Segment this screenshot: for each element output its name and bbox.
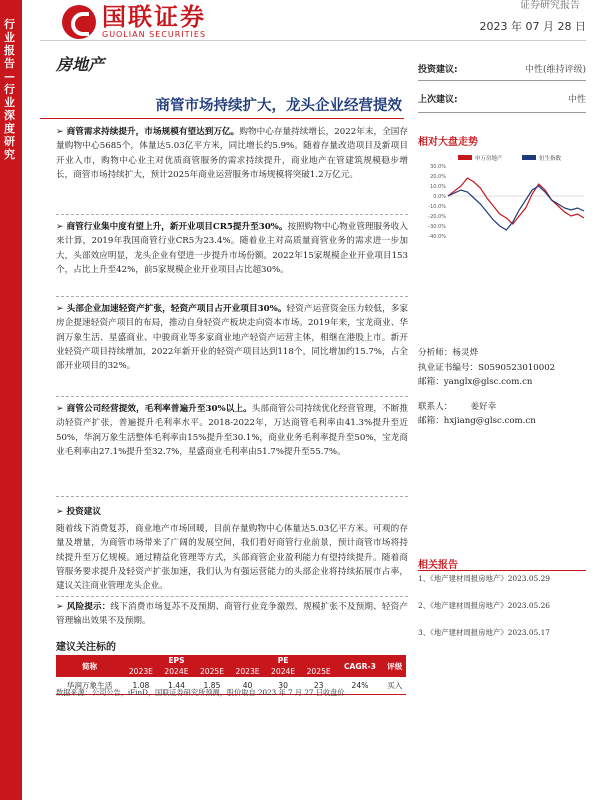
logo-cn: 国联证券 [102, 3, 206, 31]
rating-cell: 买入 [384, 677, 406, 695]
bullet-divider [56, 496, 408, 497]
year-cell: 2023E [230, 666, 266, 677]
bullet-2-bold: 商管行业集中度有望上升，新开业项目CR5提升至30%。 [66, 222, 288, 232]
y-tick-label: -20.0% [428, 214, 446, 220]
y-tick-label: -10.0% [428, 204, 446, 210]
bullet-3 [56, 302, 408, 373]
rating-prev-row [418, 92, 586, 105]
invest-label: 投资建议: [418, 65, 458, 75]
chart-svg [418, 152, 586, 240]
eps-cell: 1.08 [123, 677, 159, 695]
bullet-divider [56, 596, 408, 597]
related-item[interactable]: 1、《地产建材周报房地产》2023.05.29 [418, 574, 551, 583]
analyst-label: 分析师： [418, 348, 453, 358]
cert-no: S0590523010002 [478, 362, 556, 373]
relative-performance-chart [418, 152, 586, 240]
y-tick-label: 10.0% [430, 184, 446, 190]
pe-cell: 23 [301, 677, 337, 695]
col-cagr-header: CAGR-3 [336, 655, 383, 677]
y-tick-label: 0.0% [433, 194, 446, 200]
y-tick-label: -40.0% [428, 234, 446, 240]
year-cell: 2025E [194, 666, 230, 677]
related-heading: 相关报告 [418, 560, 458, 571]
y-tick-label: -30.0% [428, 224, 446, 230]
col-rating-header: 评级 [384, 655, 406, 677]
logo-mark-icon [62, 5, 96, 39]
rating-invest-row [418, 62, 586, 75]
eps-cell: 1.85 [194, 677, 230, 695]
related-list [418, 565, 586, 646]
arrow-icon: ➢ [56, 304, 64, 314]
col-name-header: 简称 [56, 655, 123, 677]
side-label: 行业报告—行业深度研究 [4, 18, 15, 161]
arrow-icon: ➢ [56, 404, 64, 414]
legend-label: 恒生指数 [539, 156, 562, 162]
bullet-divider [56, 396, 408, 397]
pe-cell: 40 [230, 677, 266, 695]
advice-heading: 投资建议 [66, 507, 101, 517]
email-label: 邮箱： [418, 377, 444, 387]
contact-email-label: 邮箱： [418, 416, 444, 426]
bullet-1-text: 购物中心存量持续增长，2022年末，全国存量购物中心5685个，体量达5.03亿平方米，同比增长约5.9%。随着存量改造项目及新项目开业入市，购物中心业主对优质商管服务的需求持续提升，商业地产在管建筑规模稳步增长，商管市场持续扩大，预计2025年商业运营服务市场规模将突破1.2万亿元。 [56, 127, 408, 180]
company-logo [62, 4, 206, 39]
risk-block [56, 600, 408, 629]
risk-text: 线下消费市场复苏不及预期、商管行业竞争激烈、规模扩张不及预期、轻资产管理输出效果不及预期。 [56, 602, 408, 627]
related-item[interactable]: 2、《地产建材周报房地产》2023.05.26 [418, 601, 551, 610]
bullet-2 [56, 220, 408, 277]
cagr-cell: 24% [336, 677, 383, 695]
contact-name: 姜好幸 [470, 401, 497, 412]
report-title: 商管市场持续扩大，龙头企业经营提效 [155, 98, 402, 114]
stock-name: 华润万象生活 [56, 677, 123, 695]
series-line-2 [448, 186, 584, 230]
analyst-email[interactable]: yanglx@glsc.com.cn [443, 377, 533, 387]
bullet-3-bold: 头部企业加速轻资产扩张，轻资产项目占开业项目30%。 [66, 304, 287, 314]
logo-en: GUOLIAN SECURITIES [102, 30, 207, 39]
prev-value: 中性 [567, 95, 586, 105]
bullet-divider [56, 296, 408, 297]
risk-bold: 风险提示： [66, 602, 111, 612]
prev-label: 上次建议: [418, 95, 458, 105]
analyst-block [418, 346, 588, 429]
legend-label: 申万房地产 [475, 156, 503, 162]
arrow-icon: ➢ [56, 602, 64, 612]
invest-value: 中性(维持评级) [524, 65, 586, 75]
arrow-icon: ➢ [56, 507, 64, 517]
eps-cell: 1.44 [159, 677, 195, 695]
title-underline [40, 118, 404, 119]
y-tick-label: 30.0% [430, 164, 446, 170]
arrow-icon: ➢ [56, 222, 64, 232]
sector-name: 房地产 [56, 55, 105, 74]
year-cell: 2025E [301, 666, 337, 677]
report-type: 证券研究报告 [520, 0, 580, 11]
rec-table-header [56, 655, 406, 666]
advice-text: 随着线下消费复苏，商业地产市场回暖，目前存量购物中心体量达5.03亿平方米。可观的存量及增量，为商管市场带来了广阔的发展空间，我们看好商管行业前景，预计商管市场将持续提升至万亿规模。通过精益化管理等方式，头部商管企业盈利能力有望持续提升。随着商管服务要求提升及轻资产扩张加速，我们认为有强运营能力的头部企业将持续拓展市占率，建议关注商业管理龙头企业。 [56, 524, 408, 592]
rating-divider-1 [418, 80, 586, 81]
bullet-4 [56, 402, 408, 459]
y-tick-label: 20.0% [430, 174, 446, 180]
side-red-bar [0, 0, 22, 800]
year-cell: 2024E [159, 666, 195, 677]
bullet-4-bold: 商管公司经营提效，毛利率普遍升至30%以上。 [66, 404, 252, 414]
bullet-4-text: 头部商管公司持续优化经营管理，不断推动轻资产扩张，普遍提升毛利率水平。2018-2022年，万达商管毛利率由41.3%提升至近50%，华润万象生活整体毛利率由15%提升至30.1%，商业业务毛利率提升至50%，宝龙商业毛利率由27.1%提升至32.7%，星盛商业毛利率由51.7%提升至55.7%。 [56, 404, 408, 457]
legend-swatch [522, 155, 536, 160]
bullet-divider [56, 214, 408, 215]
cert-label: 执业证书编号： [418, 362, 479, 373]
report-date: 2023 年 07 月 28 日 [479, 20, 586, 33]
rec-table-title: 建议关注标的 [56, 642, 116, 653]
chart-heading: 相对大盘走势 [418, 137, 478, 148]
data-source: 数据来源：公司公告，iFinD，国联证券研究所预测，股价取自 2023 年 7 月 27 日收盘价 [56, 688, 345, 697]
rating-divider-2 [418, 112, 586, 113]
contact-label: 联系人： [418, 401, 453, 412]
contact-email[interactable]: hxjiang@glsc.com.cn [443, 416, 536, 426]
advice-heading-row [56, 505, 408, 519]
related-item[interactable]: 3、《地产建材周报房地产》2023.05.17 [418, 628, 551, 637]
year-cell: 2024E [265, 666, 301, 677]
pe-cell: 30 [265, 677, 301, 695]
year-cell: 2023E [123, 666, 159, 677]
col-pe-header: PE [230, 655, 337, 666]
bullet-3-text: 轻资产运营资金压力较低，多家房企提速轻资产项目的布局，推动自身轻资产板块走向资本市场。2019年来，宝龙商业、华润万象生活、星盛商业、中骏商业等多家商业地产轻资产运营主体，相继在港股上市。新开业轻资产项目持续增加，2022年新开业的轻资产项目达到118个，同比增加约15.7%，占全部开业项目的32%。 [56, 304, 408, 372]
legend-swatch [458, 155, 472, 160]
header-divider [40, 40, 586, 41]
bullet-1-bold: 商管需求持续提升，市场规模有望达到万亿。 [66, 127, 240, 137]
col-eps-header: EPS [123, 655, 230, 666]
arrow-icon: ➢ [56, 127, 64, 137]
bullet-2-text: 按照购物中心物业管理服务收入来计算，2019年我国商管行业CR5为23.4%。随着业主对高质量商管业务的需求进一步加大，头部效应明显，龙头企业有望进一步提升市场份额。2022年15家规模企业开业项目153个，占比上升至42%，前5家规模企业开业项目占比超30%。 [56, 222, 408, 275]
analyst-name: 杨灵烨 [452, 348, 479, 358]
bullet-1 [56, 125, 408, 182]
